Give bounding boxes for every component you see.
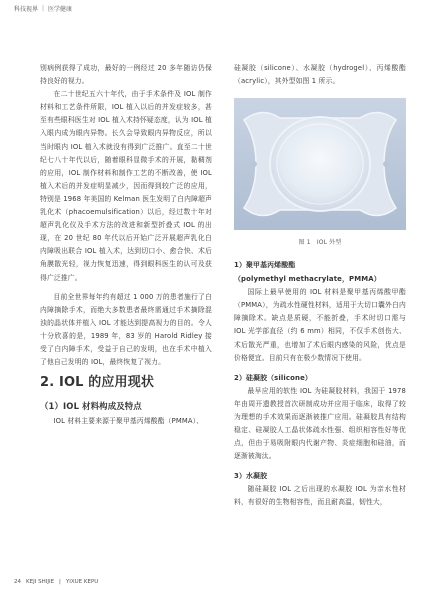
figure-caption: 图 1 IOL 外型	[298, 239, 342, 247]
section-name: 医学健康	[48, 6, 73, 13]
item3-body: 随硅凝胶 IOL 之后出现的水凝胶 IOL 为亲水性材料，有很好的生物相容性，而且耐高温，韧性大，	[234, 485, 406, 507]
footer-magazine: KEJI SHIJIE	[26, 579, 55, 585]
right-column	[234, 62, 406, 510]
item3-title: 3）水凝胶	[234, 472, 268, 481]
magazine-name: 科技视界	[14, 6, 39, 13]
item2-title: 2）硅凝胶（silicone）	[234, 373, 312, 382]
page-number: 24	[14, 579, 21, 585]
page-footer	[14, 579, 98, 585]
paragraph-3: 目前全世界每年约有超过 1 000 万的患者施行了白内障摘除手术，而绝大多数患者最终需通过手术摘除混浊的晶状体并植入 IOL 才能达到提高视力的目的。令人十分欣喜的是，1989 年，83 岁的 Harold Ridley 接受了白内障手术，受益于自己的发明，也在手术中植入了他自己发明的 IOL，最终恢复了视力。	[40, 292, 212, 367]
paragraph-1: 别病例获得了成功，最好的一例经过 20 多年随访仍保持良好的视力。	[40, 64, 212, 86]
footer-section: YIXUE KEPU	[65, 579, 99, 585]
paragraph-4: IOL 材料主要来源于聚甲基丙烯酸酯（PMMA）、	[53, 417, 204, 426]
left-column	[40, 62, 212, 428]
footer-separator: |	[59, 579, 61, 585]
item1-body: 国际上最早使用的 IOL 材料是聚甲基丙烯酸甲酯（PMMA），为疏水性硬性材料，适用于大切口囊外白内障摘除术。缺点是质硬，不能折叠，手术时切口需与 IOL 光学部直径（约 6 mm）相同，不仅手术创伤大、术后散光严重，也增加了术后眼内感染的风险，优点是价格便宜。目前只有在极少数情况下使用。	[234, 288, 406, 362]
item2-body: 最早应用的软性 IOL 为硅凝胶材料，我国于 1978 年由周开遗教授首次研制成功并应用于临床，取得了较为理想的手术效果而逐渐被推广应用。硅凝胶具有结构稳定、硅凝胶人工晶状体疏水性强、组织相容性好等优点，但由于易吸附眼内代谢产物、炎症细胞和硅油，而逐渐被淘汰。	[234, 386, 406, 461]
paragraph-intro: 硅凝胶（silicone）、水凝胶（hydrogel）、丙烯酸酯（acrylic），其外型如图 1 所示。	[234, 64, 406, 86]
section-title: 2. IOL 的应用现状	[40, 375, 155, 391]
subsection-title: （1）IOL 材料构成及特点	[40, 401, 142, 412]
iol-figure	[234, 98, 406, 230]
iol-lens-illustration	[234, 98, 406, 230]
page-header	[14, 4, 72, 13]
item1-subtitle: （polymethyl methacrylate，PMMA）	[234, 275, 381, 284]
header-separator: |	[42, 5, 45, 12]
paragraph-2: 在二十世纪五六十年代，由于手术条件及 IOL 制作材料和工艺条件所限，IOL 植入以后的并发症较多，甚至有些眼科医生对 IOL 植入术持怀疑态度，认为 IOL 植入眼内成为眼内异物。长久会导致眼内异物反应，所以当时眼内 IOL 植入术就没有得到广泛推广。直至二十世纪七八十年代以后，随着眼科显微手术的开展，黏稠剂的应用，IOL 制作材料和制作工艺的不断改善，使 IOL 植入术后的并发症明显减少，因而得到较广泛的应用，特别是 1968 年美国的 Kelman 医生发明了白内障超声乳化术（phacoemulsification）以后，经过数十年对超声乳化仪及手术方法的改进和新型折叠式 IOL 的出现，在 20 世纪 80 年代以后开始广泛开展超声乳化白内障吸出联合 IOL 植入术，达到切口小、愈合快、术后角膜散光轻，视力恢复迅速，得到眼科医生的认可及获得广泛推广。	[40, 90, 212, 282]
item1-title: 1）聚甲基丙烯酸酯	[234, 261, 296, 270]
